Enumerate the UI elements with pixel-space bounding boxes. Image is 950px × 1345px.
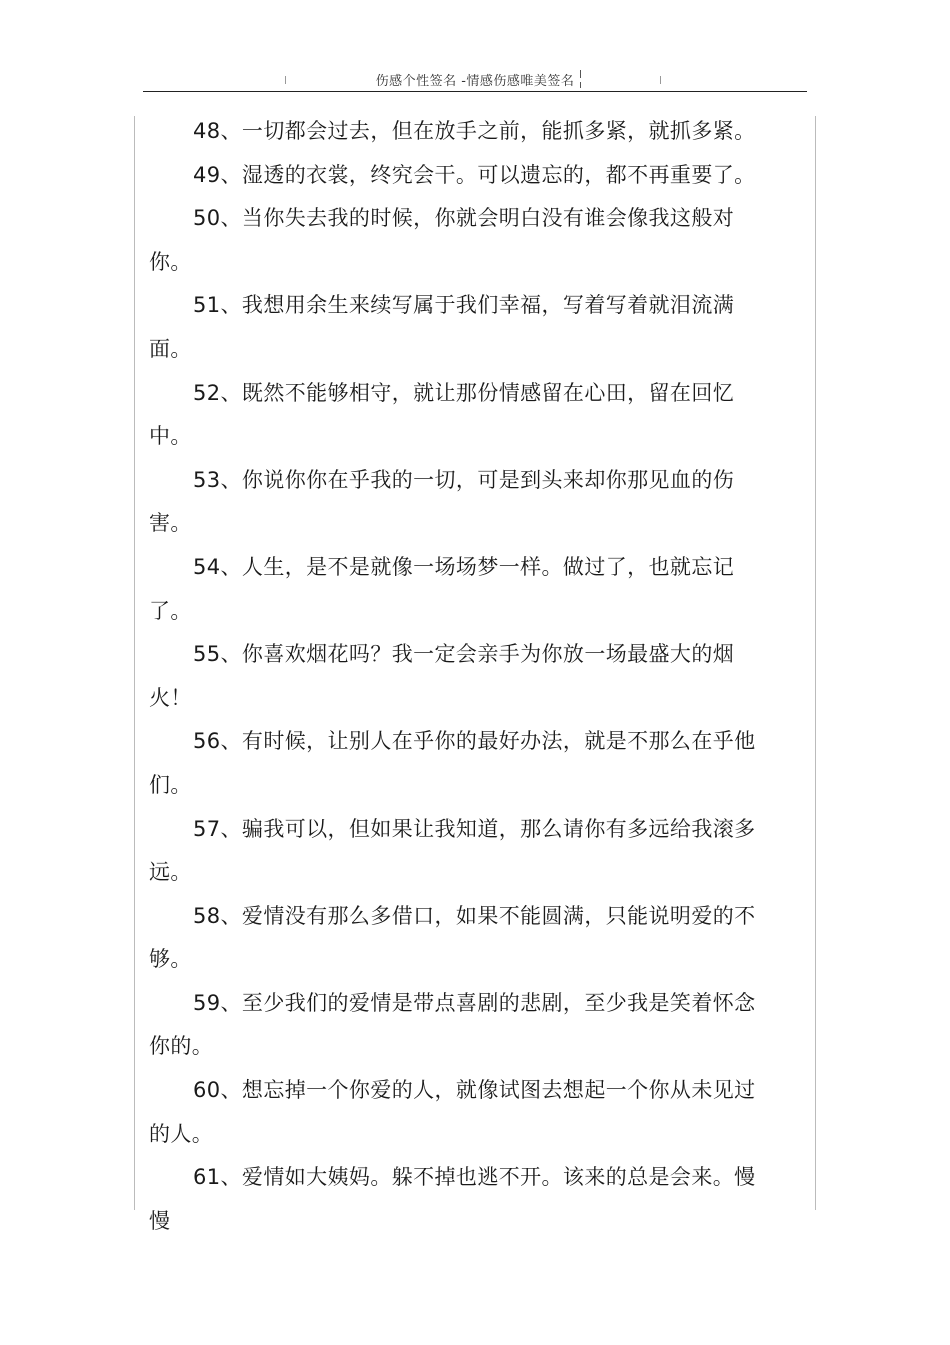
header-divider — [143, 91, 807, 92]
document-body — [149, 110, 761, 1243]
list-item: 49、湿透的衣裳，终究会干。可以遗忘的，都不再重要了。 — [193, 162, 756, 187]
list-item: 60、想忘掉一个你爱的人，就像试图去想起一个你从未见过的人。 — [149, 1078, 756, 1146]
list-item: 55、你喜欢烟花吗？我一定会亲手为你放一场最盛大的烟火！ — [149, 642, 735, 710]
list-item: 52、既然不能够相守，就让那份情感留在心田，留在回忆中。 — [149, 380, 735, 449]
list-item: 57、骗我可以，但如果让我知道，那么请你有多远给我滚多远。 — [149, 816, 756, 885]
list-item: 50、当你失去我的时候，你就会明白没有谁会像我这般对你。 — [149, 206, 735, 274]
list-item: 58、爱情没有那么多借口，如果不能圆满，只能说明爱的不够。 — [149, 903, 756, 972]
page-header — [0, 0, 950, 95]
header-title: 伤感个性签名 -情感伤感唯美签名 — [375, 74, 575, 89]
list-item: 61、爱情如大姨妈。躲不掉也逃不开。该来的总是会来。慢慢 — [149, 1165, 756, 1233]
list-item: 59、至少我们的爱情是带点喜剧的悲剧，至少我是笑着怀念你的。 — [149, 990, 756, 1059]
list-item: 48、一切都会过去，但在放手之前，能抓多紧，就抓多紧。 — [193, 119, 756, 143]
list-item: 54、人生，是不是就像一场场梦一样。做过了，也就忘记了。 — [149, 554, 735, 623]
left-margin-line — [134, 116, 135, 1210]
list-item: 53、你说你你在乎我的一切，可是到头来却你那见血的伤害。 — [149, 467, 735, 536]
list-item: 56、有时候，让别人在乎你的最好办法，就是不那么在乎他们。 — [149, 729, 756, 797]
list-item: 51、我想用余生来续写属于我们幸福，写着写着就泪流满面。 — [149, 293, 735, 361]
right-margin-line — [815, 116, 816, 1210]
